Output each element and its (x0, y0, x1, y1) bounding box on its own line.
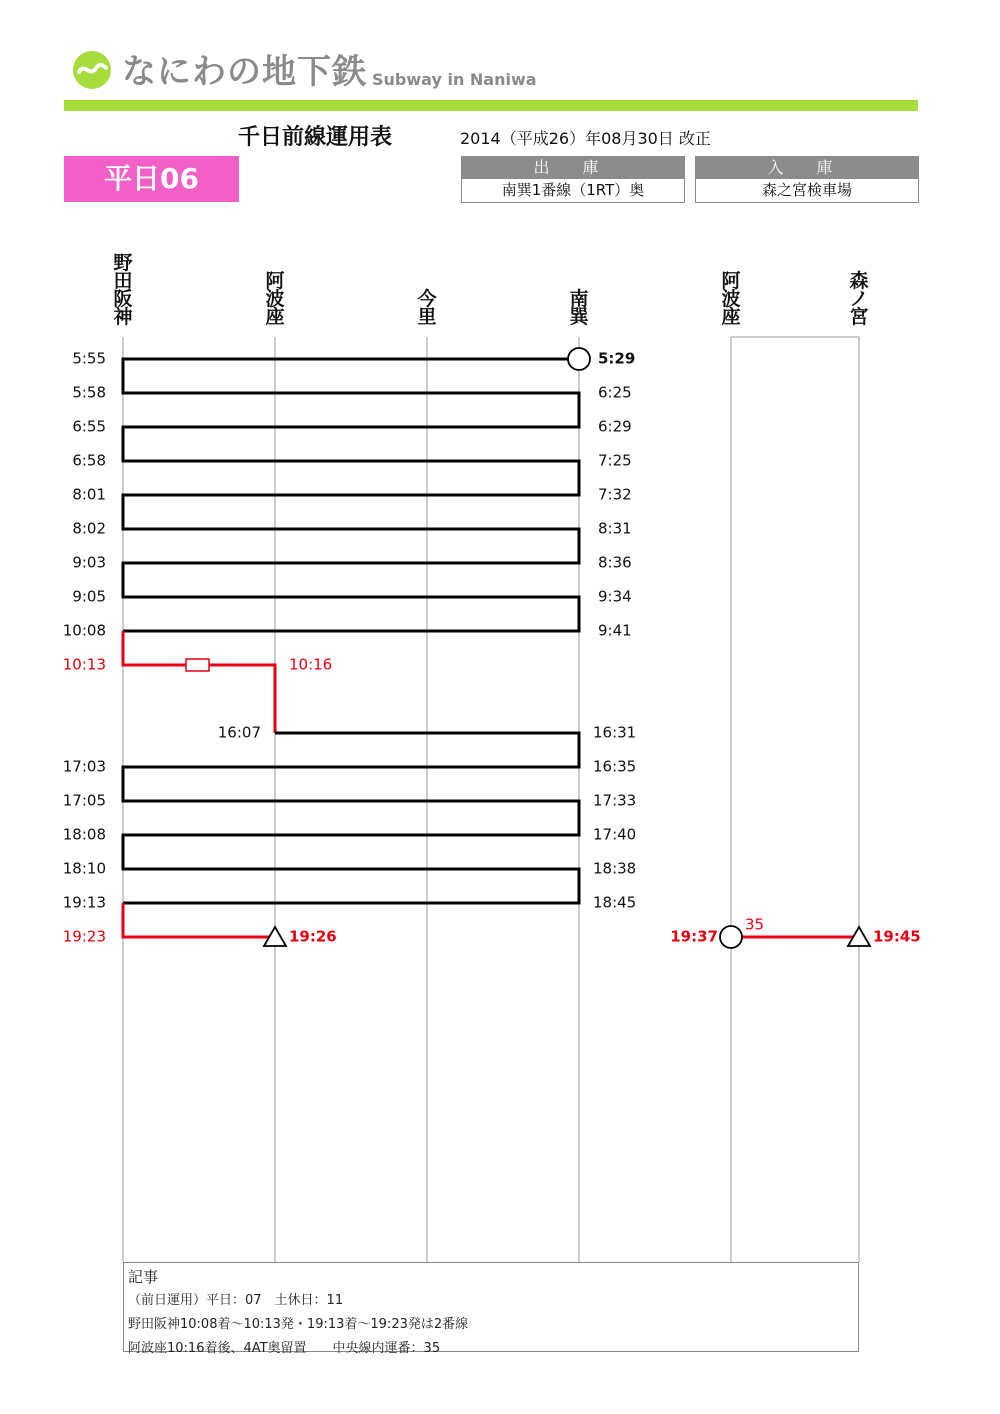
notes-line-2: 野田阪神10:08着〜10:13発・19:13着〜19:23発は2番線 (128, 1317, 469, 1332)
depot-out-value: 南巽1番線（1RT）奥 (501, 181, 645, 199)
time-depot-to: 19:45 (873, 927, 921, 946)
time-left: 17:03 (62, 757, 106, 776)
time-right: 10:16 (289, 655, 333, 674)
time-left: 9:03 (72, 553, 106, 572)
time-right: 7:25 (598, 451, 632, 470)
time-left: 9:05 (72, 587, 106, 606)
time-left: 17:05 (62, 791, 106, 810)
time-left: 10:08 (62, 621, 106, 640)
notes-title: 記事 (128, 1268, 159, 1286)
time-right: 7:32 (598, 485, 632, 504)
time-right: 17:40 (593, 825, 637, 844)
depot-in-value: 森之宮検車場 (761, 181, 852, 199)
run-morning (123, 359, 579, 631)
depot-in-label: 入 庫 (696, 157, 918, 179)
time-left: 5:58 (72, 383, 106, 402)
time-labels (63, 350, 921, 946)
time-left: 8:02 (72, 519, 106, 538)
time-right: 18:38 (593, 859, 637, 878)
page-title: 千日前線運用表 (238, 125, 393, 150)
time-left: 6:55 (72, 417, 106, 436)
station-nodahanshin: 野 田 阪 神 (113, 252, 133, 328)
time-right: 8:36 (598, 553, 632, 572)
time-right: 9:34 (598, 587, 632, 606)
layover-marker (186, 659, 209, 671)
time-left: 8:01 (72, 485, 106, 504)
time-right: 16:31 (593, 723, 637, 742)
depot-out-label: 出 庫 (462, 157, 684, 179)
notes-line-1: （前日運用）平日：07 土休日：11 (128, 1293, 344, 1308)
time-right: 17:33 (593, 791, 637, 810)
time-right: 6:29 (598, 417, 632, 436)
logo-text: なにわの地下鉄 (122, 52, 367, 92)
run-number: 35 (745, 915, 765, 934)
time-left: 5:55 (72, 349, 106, 368)
time-left: 19:13 (62, 893, 106, 912)
time-left: 6:58 (72, 451, 106, 470)
notes-line-3: 阿波座10:16着後、4AT奥留置 中央線内運番：35 (128, 1341, 441, 1356)
revision-date: 2014（平成26）年08月30日 改正 (460, 129, 711, 148)
run-afternoon (123, 733, 579, 903)
logo-subtitle: Subway in Naniwa (372, 70, 537, 89)
time-depot-from: 19:37 (670, 927, 718, 946)
operation-badge: 平日06 (64, 156, 239, 202)
time-left: 19:23 (62, 927, 106, 946)
time-right: 9:41 (598, 621, 632, 640)
station-imazato: 今 里 (417, 288, 437, 328)
time-left: 18:08 (62, 825, 106, 844)
station-minamitatsumi: 南 巽 (569, 288, 589, 328)
time-right: 16:35 (593, 757, 637, 776)
time-left: 10:13 (62, 655, 106, 674)
notes-box (123, 1262, 859, 1356)
time-right: 8:31 (598, 519, 632, 538)
time-left: 16:07 (217, 723, 261, 742)
start-circle (568, 348, 590, 370)
time-right: 18:45 (593, 893, 637, 912)
time-right: 19:26 (289, 927, 337, 946)
time-right: 5:29 (598, 349, 636, 368)
run-layover (123, 631, 275, 733)
run-final (123, 903, 275, 937)
train-runs (123, 348, 870, 948)
transfer-circle (720, 926, 742, 948)
station-morinomiya: 森 ノ 宮 (849, 270, 869, 328)
station-awaza-chuo: 阿 波 座 (721, 270, 741, 328)
station-awaza: 阿 波 座 (265, 270, 285, 328)
time-right: 6:25 (598, 383, 632, 402)
time-left: 18:10 (62, 859, 106, 878)
